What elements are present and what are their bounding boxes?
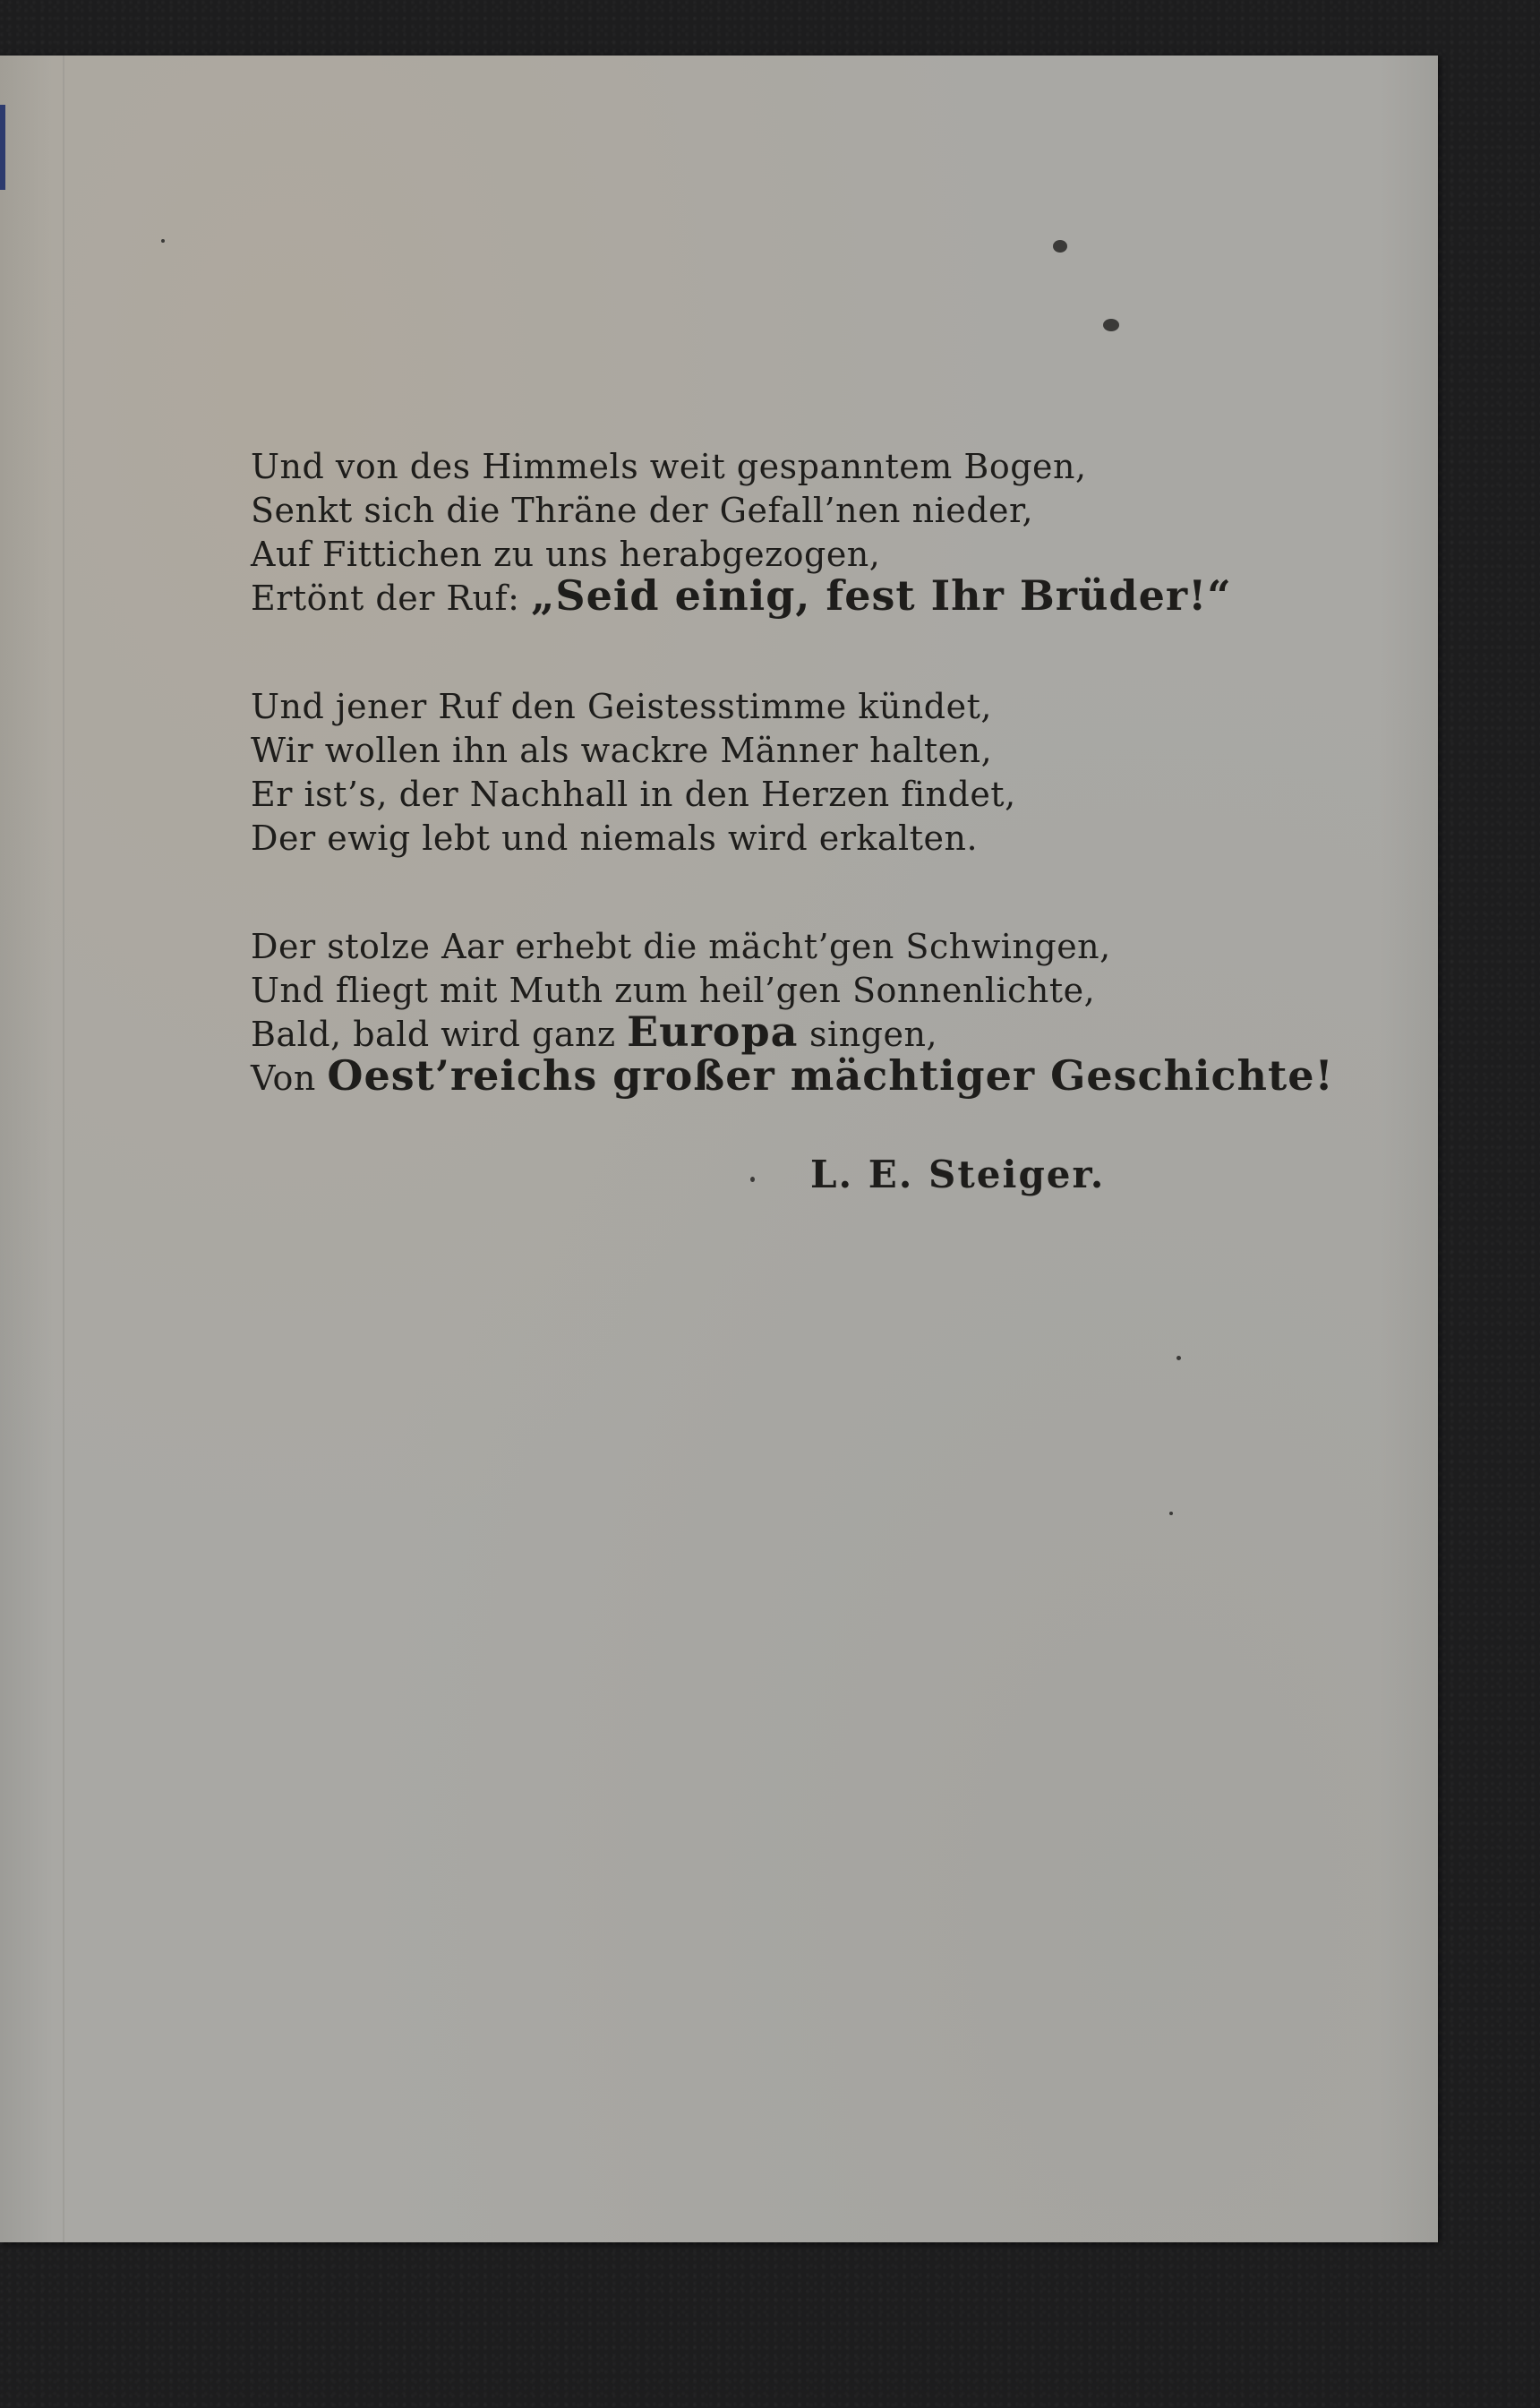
ink-speck: [1176, 1356, 1181, 1360]
line-text-tail: singen,: [798, 1015, 938, 1054]
line-text: Der stolze Aar erhebt die mächt’gen Schwingen,: [251, 927, 1111, 966]
line-text: Auf Fittichen zu uns herabgezogen,: [251, 535, 881, 574]
line-text: Und jener Ruf den Geistesstimme kündet,: [251, 687, 992, 726]
line-emphasis: „Seid einig, fest Ihr Brüder!“: [530, 571, 1232, 620]
poem-line: [251, 530, 1164, 574]
line-text: Und von des Himmels weit gespanntem Bogen,: [251, 447, 1087, 486]
poem-line: [251, 922, 1164, 966]
poem-line: [251, 966, 1164, 1010]
document-page: [0, 56, 1438, 2242]
poem-line: [251, 442, 1164, 486]
line-text: Von: [251, 1058, 328, 1098]
line-text: Der ewig lebt und niemals wird erkalten.: [251, 818, 979, 858]
poem-line: [251, 682, 1164, 726]
poem: [251, 442, 1334, 1100]
stanza: [251, 922, 1334, 1100]
line-text: Wir wollen ihn als wackre Männer halten,: [251, 731, 993, 770]
poem-line: [251, 571, 1232, 620]
poem-line: [251, 1007, 1164, 1056]
page-fold: [63, 56, 64, 2242]
stanza: [251, 442, 1232, 620]
edge-mark: [0, 105, 5, 190]
ink-speck: [1169, 1512, 1173, 1515]
line-emphasis: Oest’reichs großer mächtiger Geschichte!: [327, 1051, 1334, 1100]
stanza: [251, 682, 1164, 858]
ink-speck: [1103, 319, 1119, 331]
poem-line: [251, 814, 1164, 858]
line-emphasis: Europa: [627, 1007, 799, 1056]
line-text: Ertönt der Ruf:: [251, 578, 531, 618]
author-signature: L. E. Steiger.: [810, 1153, 1106, 1196]
poem-line: [251, 770, 1164, 814]
ink-speck: [750, 1177, 755, 1182]
line-text: Senkt sich die Thräne der Gefall’nen nieder,: [251, 491, 1034, 530]
poem-line: [251, 486, 1164, 530]
line-text: Bald, bald wird ganz: [251, 1015, 628, 1054]
ink-speck: [161, 239, 165, 243]
line-text: Und fliegt mit Muth zum heil’gen Sonnenlichte,: [251, 971, 1096, 1010]
ink-speck: [1053, 240, 1067, 253]
poem-line: [251, 1051, 1334, 1100]
poem-line: [251, 726, 1164, 770]
line-text: Er ist’s, der Nachhall in den Herzen findet,: [251, 775, 1016, 814]
